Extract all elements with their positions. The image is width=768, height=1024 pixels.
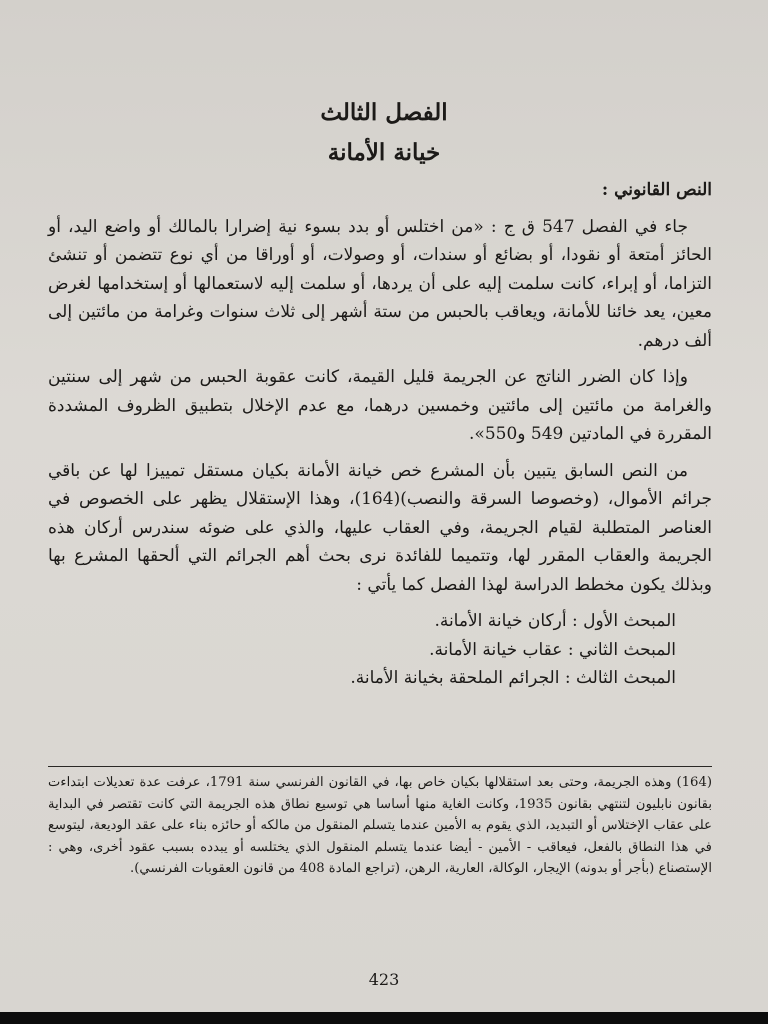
plan-item: المبحث الثاني : عقاب خيانة الأمانة. xyxy=(429,639,676,660)
page-number: 423 xyxy=(368,970,400,989)
chapter-title: الفصل الثالث xyxy=(320,99,448,126)
main-text xyxy=(48,176,712,693)
scan-edge xyxy=(0,1012,768,1024)
chapter-header xyxy=(0,96,768,170)
chapter-subtitle: خيانة الأمانة xyxy=(327,139,441,166)
study-plan-list xyxy=(48,607,712,693)
plan-item: المبحث الأول : أركان خيانة الأمانة. xyxy=(434,611,676,631)
paragraph-analysis: من النص السابق يتبين بأن المشرع خص خيانة الأمانة بكيان مستقل تمييزا لها عن باقي جرائم الأموال، (وخصوصا السرقة والنصب)(164)، وهذا الإستقلال يظهر على الخصوص في العناصر المتطلبة لقيام الجريمة، وفي العقاب عليها، والذي على ضوئه سندرس أركان هذه الجريمة والعقاب المقرر لها، وتتميما للفائدة نرى بحث أهم الجرائم التي ألحقها المشرع بها وبذلك يكون مخطط الدراسة لهذا الفصل كما يأتي : xyxy=(48,460,712,595)
footnote-divider xyxy=(48,766,712,767)
footnote-164: (164) وهذه الجريمة، وحتى بعد استقلالها بكيان خاص بها، في القانون الفرنسي سنة 1791، عرفت عدة تعديلات ابتداءت بقانون نابليون لتنتهي بقانون 1935، وكانت الغاية منها أساسا هي توسيع نطاق هذه الجريمة التي كانت تقتصر في البداية على عقاب الإختلاس أو التبديد، الذي يقوم به الأمين عندما يتسلم المنقول من مالكه أو حائزه بناء على عقد الوديعة، ليتوسع في هذا النطاق بالفعل، فيعاقب - الأمين - أيضا عندما يتسلم المنقول الذي يختلسه أو يبدده بسبب عقود أخرى، وهي : الإستصناع (بأجر أو بدونه) الإيجار، الوكالة، العارية، الرهن، (تراجع المادة 408 من قانون العقوبات الفرنسي). xyxy=(48,775,712,877)
section-heading: النص القانوني : xyxy=(601,180,712,200)
paragraph-legal-text: جاء في الفصل 547 ق ج : «من اختلس أو بدد بسوء نية إضرارا بالمالك أو واضع اليد، أو الحائز أمتعة أو نقودا، أو بضائع أو سندات، أو وصولات، أو أوراقا من أي نوع تتضمن أو تنشئ التزاما، أو إبراء، كانت سلمت إليه على أن يردها، أو سلمت إليه لاستعمالها أو إستخدامها لغرض معين، يعد خائنا للأمانة، ويعاقب بالحبس من ستة أشهر إلى ثلاث سنوات وغرامة من مائتين إلى ألف درهم. xyxy=(48,216,712,351)
plan-item: المبحث الثالث : الجرائم الملحقة بخيانة الأمانة. xyxy=(350,668,676,688)
paragraph-penalty: وإذا كان الضرر الناتج عن الجريمة قليل القيمة، كانت عقوبة الحبس من شهر إلى سنتين والغرامة من مائتين إلى مائتين وخمسين درهما، مع عدم الإخلال بتطبيق الظروف المشددة المقررة في المادتين 549 و550». xyxy=(48,367,712,444)
